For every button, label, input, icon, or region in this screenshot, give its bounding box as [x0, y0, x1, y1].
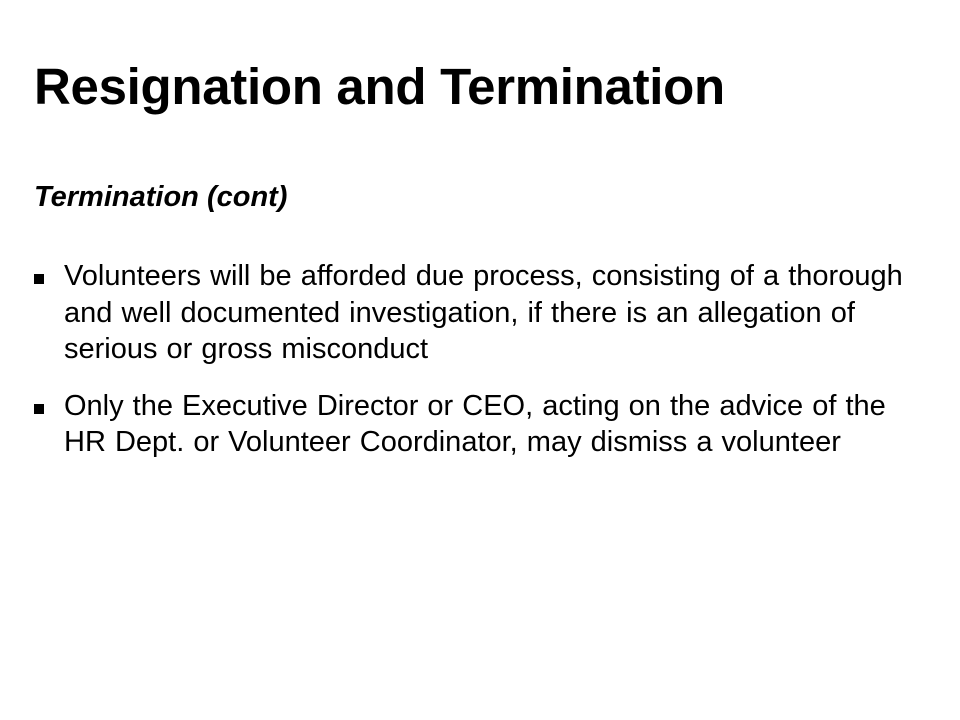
bullet-list: [34, 258, 914, 481]
bullet-item: [34, 388, 914, 461]
slide-title: Resignation and Termination: [34, 58, 725, 115]
square-bullet-icon: [34, 258, 64, 296]
slide-subtitle: Termination (cont): [34, 181, 288, 213]
square-bullet-icon: [34, 388, 64, 426]
bullet-text: Only the Executive Director or CEO, acting on the advice of the HR Dept. or Volunteer Coordinator, may dismiss a volunteer: [64, 389, 886, 458]
bullet-text: Volunteers will be afforded due process, consisting of a thorough and well documented investigation, if there is an allegation of serious or gross misconduct: [64, 260, 903, 365]
bullet-item: [34, 258, 914, 368]
